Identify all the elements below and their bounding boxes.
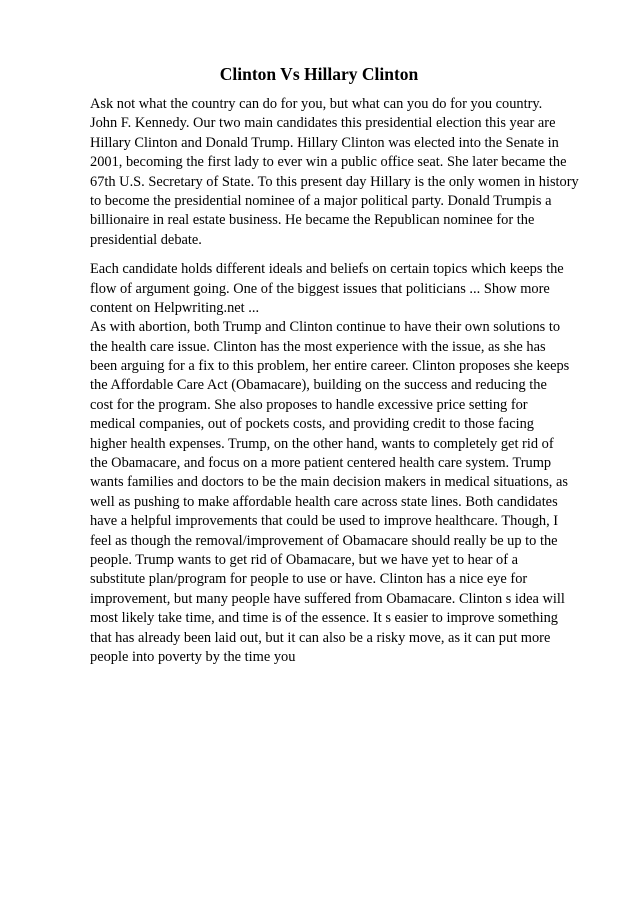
text-line: billionaire in real estate business. He became the Republican nominee for the (90, 212, 535, 229)
paragraph-gap (90, 250, 580, 260)
paragraph-healthcare (90, 260, 580, 667)
text-line: John F. Kennedy. Our two main candidates this presidential election this year are (90, 115, 556, 132)
text-line: higher health expenses. Trump, on the other hand, wants to completely get rid of (90, 435, 554, 452)
text-line: well as pushing to make affordable health care across state lines. Both candidates (90, 493, 558, 510)
text-line: people. Trump wants to get rid of Obamacare, but we have yet to hear of a (90, 551, 518, 568)
text-line: the Affordable Care Act (Obamacare), building on the success and reducing the (90, 377, 547, 394)
text-line: Ask not what the country can do for you, but what can you do for you country. (90, 96, 543, 112)
text-line: that has already been laid out, but it can also be a risky move, as it can put more (90, 629, 551, 646)
text-line: cost for the program. She also proposes to handle excessive price setting for (90, 396, 528, 413)
text-line: Hillary Clinton and Donald Trump. Hillary Clinton was elected into the Senate in (90, 134, 559, 151)
text-line: improvement, but many people have suffered from Obamacare. Clinton s idea will (90, 590, 565, 607)
text-line: substitute plan/program for people to use or have. Clinton has a nice eye for (90, 571, 528, 588)
text-line: to become the presidential nominee of a major political party. Donald Trumpis a (90, 192, 552, 209)
document-title: Clinton Vs Hillary Clinton (219, 64, 419, 84)
text-line: most likely take time, and time is of the essence. It s easier to improve something (90, 610, 558, 627)
text-line: feel as though the removal/improvement of Obamacare should really be up to the (90, 532, 558, 549)
text-line: Each candidate holds different ideals and beliefs on certain topics which keeps the (90, 261, 564, 278)
text-line: been arguing for a fix to this problem, her entire career. Clinton proposes she keeps (90, 358, 570, 375)
text-line: 2001, becoming the first lady to ever win a public office seat. She later became the (90, 154, 567, 171)
paragraph-intro (90, 95, 580, 250)
text-line: the health care issue. Clinton has the most experience with the issue, as she has (90, 338, 546, 355)
text-line: people into poverty by the time you (90, 648, 296, 665)
text-line: As with abortion, both Trump and Clinton continue to have their own solutions to (90, 319, 561, 336)
text-line: have a helpful improvements that could be used to improve healthcare. Though, I (90, 513, 559, 530)
text-line: medical companies, out of pockets costs, and providing credit to those facing (90, 416, 534, 433)
text-line: presidential debate. (90, 231, 202, 248)
document-body (90, 95, 580, 667)
text-line: content on Helpwriting.net ... (90, 299, 260, 316)
text-line: 67th U.S. Secretary of State. To this present day Hillary is the only women in history (90, 173, 579, 190)
text-line: flow of argument going. One of the biggest issues that politicians ... Show more (90, 280, 550, 297)
text-line: the Obamacare, and focus on a more patient centered health care system. Trump (90, 455, 552, 472)
text-line: wants families and doctors to be the main decision makers in medical situations, as (90, 474, 568, 491)
